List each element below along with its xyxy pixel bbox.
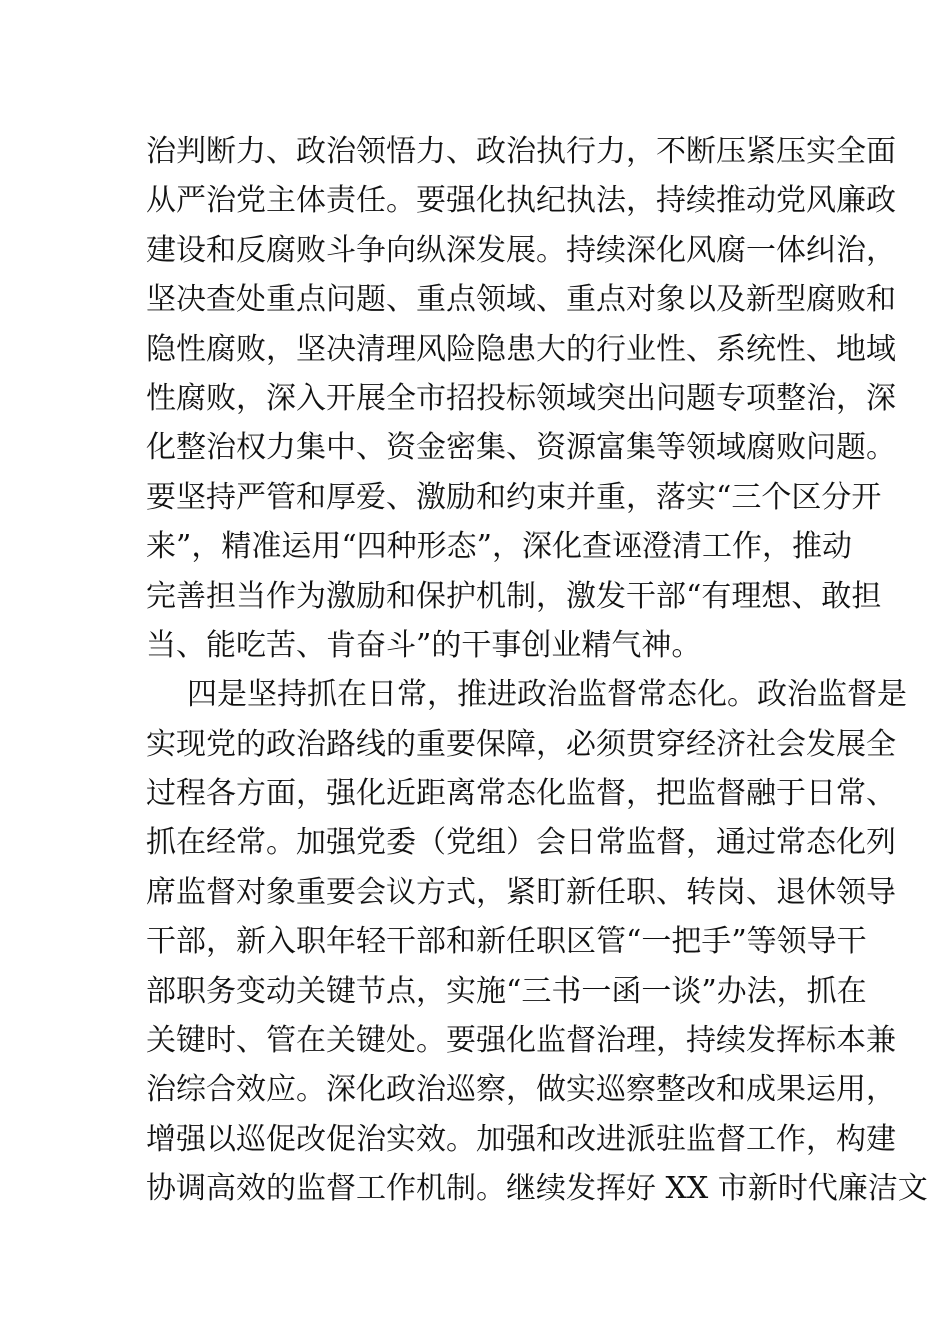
text-line-10: 完善担当作为激励和保护机制，激发干部“有理想、敢担 (146, 578, 882, 614)
text-line-13: 实现党的政治路线的重要保障，必须贯穿经济社会发展全 (146, 726, 896, 762)
text-line-9: 来”，精准运用“四种形态”，深化查诬澄清工作，推动 (146, 529, 853, 565)
text-line-21: 增强以巡促改促治实效。加强和改进派驻监督工作，构建 (146, 1121, 896, 1157)
text-line-14: 过程各方面，强化近距离常态化监督，把监督融于日常、 (146, 776, 896, 812)
paragraph-start-line: 四是坚持抓在日常，推进政治监督常态化。政治监督是 (187, 677, 907, 713)
text-line-4: 坚决查处重点问题、重点领域、重点对象以及新型腐败和 (146, 282, 896, 318)
text-line-18: 部职务变动关键节点，实施“三书一函一谈”办法，抓在 (146, 973, 867, 1009)
text-line-20: 治综合效应。深化政治巡察，做实巡察整改和成果运用， (146, 1072, 896, 1108)
text-line-17: 干部，新入职年轻干部和新任职区管“一把手”等领导干 (146, 924, 867, 960)
text-line-19: 关键时、管在关键处。要强化监督治理，持续发挥标本兼 (146, 1023, 896, 1059)
text-line-16: 席监督对象重要会议方式，紧盯新任职、转岗、退休领导 (146, 874, 896, 910)
text-line-15: 抓在经常。加强党委（党组）会日常监督，通过常态化列 (146, 825, 896, 861)
text-line-7: 化整治权力集中、资金密集、资源富集等领域腐败问题。 (146, 430, 896, 466)
text-line-6: 性腐败，深入开展全市招投标领域突出问题专项整治，深 (146, 380, 896, 416)
text-line-1: 治判断力、政治领悟力、政治执行力，不断压紧压实全面 (146, 134, 896, 169)
text-line-11: 当、能吃苦、肯奋斗”的干事创业精气神。 (146, 627, 702, 663)
body-text (146, 127, 928, 1214)
text-line-5: 隐性腐败，坚决清理风险隐患大的行业性、系统性、地域 (146, 331, 896, 367)
text-line-2: 从严治党主体责任。要强化执纪执法，持续推动党风廉政 (146, 183, 896, 219)
text-line-22: 协调高效的监督工作机制。继续发挥好 XX 市新时代廉洁文 (146, 1171, 928, 1207)
text-line-3: 建设和反腐败斗争向纵深发展。持续深化风腐一体纠治， (146, 232, 896, 268)
text-line-8: 要坚持严管和厚爱、激励和约束并重，落实“三个区分开 (146, 479, 882, 515)
